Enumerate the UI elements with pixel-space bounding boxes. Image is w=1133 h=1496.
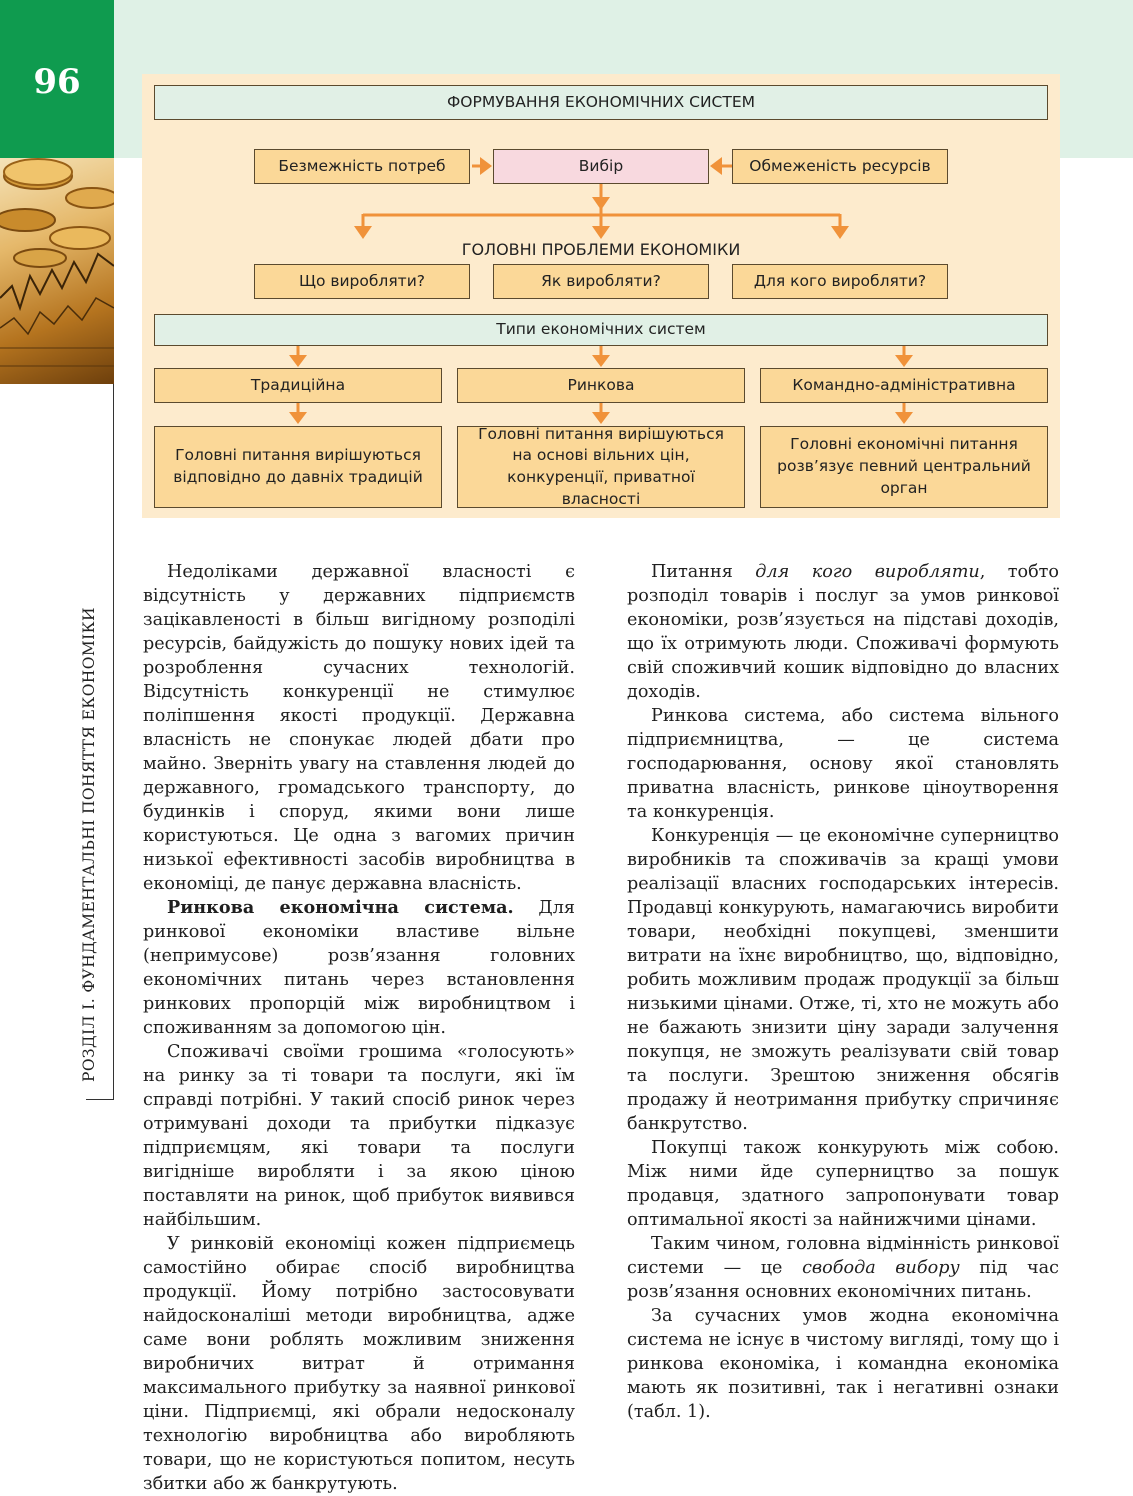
market-system-box: Ринкова: [457, 368, 745, 403]
paragraph: У ринковій економіці кожен підприємець самостійно обирає спосіб виробництва продукції. Йому потрібно застосовувати найдосконаліші методи виробництва, адже саме вони роблять можливим зниження виробничих витрат й отримання максимального прибутку за наявної ринкової ціни. Підприємці, які обрали недосконалу технологію виробництва або виробляють товари, що не користуються попитом, несуть збитки або ж банкрутують.: [143, 1234, 575, 1494]
page-number-tab: [0, 0, 114, 158]
side-rule-tick: [86, 1099, 114, 1100]
diagram-title: ФОРМУВАННЯ ЕКОНОМІЧНИХ СИСТЕМ: [154, 85, 1048, 120]
paragraph: За сучасних умов жодна економічна система не існує в чистому вигляді, тому що і ринкова економіка, і командна економіка мають як позитивні, так і негативні ознаки (табл. 1).: [627, 1306, 1059, 1422]
market-description-box: Головні питання вирішуються на основі вільних цін, конкуренції, приватної власності: [457, 426, 745, 508]
paragraph: Ринкова система, або система вільного підприємництва, — це система господарювання, основу якої становлять приватна власність, ринкове ціноутворення та конкуренція.: [627, 706, 1059, 822]
traditional-system-box: Традиційна: [154, 368, 442, 403]
term-market-system: Ринкова економічна система.: [167, 897, 514, 918]
right-text-column: [627, 560, 1059, 1424]
traditional-description-box: Головні питання вирішуються відповідно до давніх традицій: [154, 426, 442, 508]
paragraph: Ринкова економічна система. Для ринкової економіки властиве вільне (непримусове) розв’язання головних економічних питань через встановлення ринкових пропорцій між виробництвом і споживанням за допомогою цін.: [143, 897, 575, 1038]
paragraph: Споживачі своїми грошима «голосують» на ринку за ті товари та послуги, які їм справді потрібні. У такий спосіб ринок через отримувані доходи та прибутки підказує підприємцям, які товари та послуги вигідніше виробляти і за якою ціною поставляти на ринок, щоб прибуток виявився найбільшим.: [143, 1042, 575, 1230]
system-types-heading: Типи економічних систем: [154, 314, 1048, 346]
emphasis: свобода вибору: [802, 1258, 960, 1278]
problem-what-box: Що виробляти?: [254, 264, 470, 299]
problem-how-box: Як виробляти?: [493, 264, 709, 299]
coins-chart-photo: [0, 158, 114, 384]
unlimited-needs-box: Безмежність потреб: [254, 149, 470, 184]
main-problems-heading: ГОЛОВНІ ПРОБЛЕМИ ЕКОНОМІКИ: [461, 240, 741, 259]
side-rule: [113, 384, 114, 1100]
limited-resources-box: Обмеженість ресурсів: [732, 149, 948, 184]
economic-systems-diagram: [142, 74, 1060, 518]
page-number: 96: [33, 62, 81, 102]
choice-box: Вибір: [493, 149, 709, 184]
emphasis: для кого виробляти: [755, 562, 980, 582]
command-system-box: Командно-адміністративна: [760, 368, 1048, 403]
paragraph: Питання для кого виробляти, тобто розподіл товарів і послуг за умов ринкової економіки, розв’язується на підставі доходів, що їх отримують люди. Споживачі формують свій споживчий кошик відповідно до власних доходів.: [627, 562, 1059, 702]
paragraph: Недоліками державної власності є відсутність у державних підприємств зацікавленості в більш вигідному розподілі ресурсів, байдужість до пошуку нових ідей та розроблення сучасних технологій. Відсутність конкуренції не стимулює поліпшення якості продукції. Державна власність не спонукає людей дбати про майно. Зверніть увагу на ставлення людей до державного, громадського транспорту, до будинків і споруд, якими вони лише користуються. Це одна з вагомих причин низької ефективності засобів виробництва в економіці, де панує державна власність.: [143, 562, 575, 894]
command-description-box: Головні економічні питання розв’язує певний центральний орган: [760, 426, 1048, 508]
paragraph: Таким чином, головна відмінність ринкової системи — це свобода вибору під час розв’язання основних економічних питань.: [627, 1234, 1059, 1302]
left-text-column: [143, 560, 575, 1496]
section-side-title: РОЗДІЛ І. ФУНДАМЕНТАЛЬНІ ПОНЯТТЯ ЕКОНОМІКИ: [80, 607, 98, 1082]
paragraph: Покупці також конкурують між собою. Між ними йде суперництво за пошук продавця, здатного запропонувати товар оптимальної якості за найнижчими цінами.: [627, 1138, 1059, 1230]
paragraph: Конкуренція — це економічне суперництво виробників та споживачів за кращі умови реалізації власних господарських інтересів. Продавці конкурують, намагаючись виробити товари, необхідні покупцеві, зменшити витрати на їхнє виробництво, що, відповідно, робить можливим продаж продукції за більш низькими цінами. Отже, ті, хто не можуть або не бажають знизити ціну заради залучення покупця, не зможуть реалізувати свій товар та послуги. Зрештою зниження обсягів продажу й неотримання прибутку спричиняє банкрутство.: [627, 826, 1059, 1134]
problem-for-whom-box: Для кого виробляти?: [732, 264, 948, 299]
